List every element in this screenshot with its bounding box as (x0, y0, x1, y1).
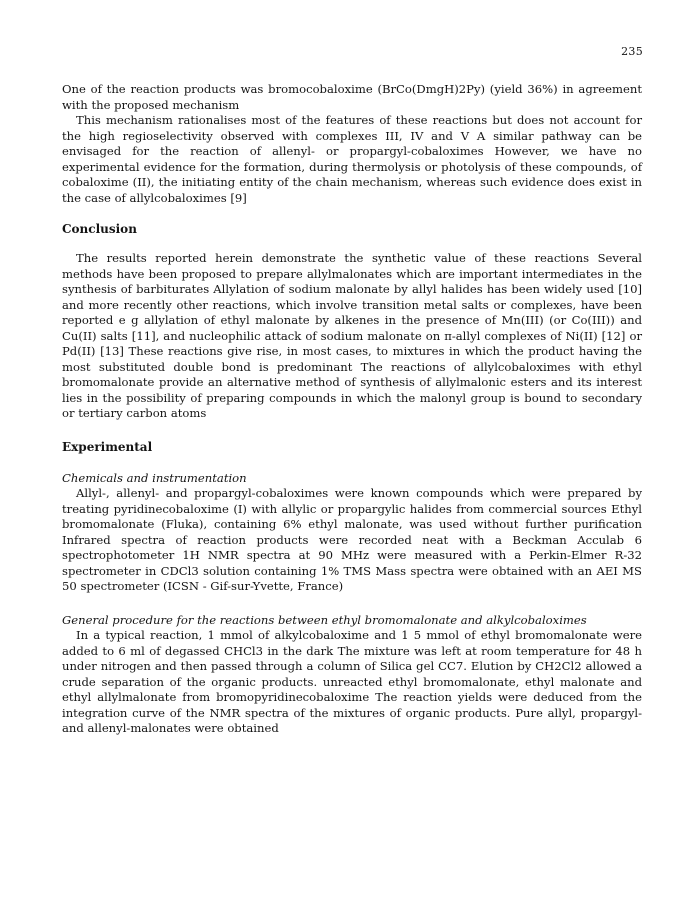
paragraph-chemicals: Allyl-, allenyl- and propargyl-cobaloximes were known compounds which were prepared by treating pyridinecobaloxime (I) with allylic or propargylic halides from commercial sources Ethyl bromomalonate (Fluka), containing 6% ethyl malonate, was used without further purification Infrared spectra of reaction products were recorded neat with a Beckman Acculab 6 spectrophotometer 1H NMR spectra at 90 MHz were measured with a Perkin-Elmer R-32 spectrometer in CDCl3 solution containing 1% TMS Mass spectra were obtained with an AEI MS 50 spectrometer (ICSN - Gif-sur-Yvette, France) (62, 486, 642, 593)
article-body (62, 82, 642, 737)
paragraph-reaction-products: One of the reaction products was bromocobaloxime (BrCo(DmgH)2Py) (yield 36%) in agreement with the proposed mechanism (62, 82, 642, 112)
paragraph-general-procedure: In a typical reaction, 1 mmol of alkylcobaloxime and 1 5 mmol of ethyl bromomalonate were added to 6 ml of degassed CHCl3 in the dark The mixture was left at room temperature for 48 h under nitrogen and then passed through a column of Silica gel CC7. Elution by CH2Cl2 allowed a crude separation of the organic products. unreacted ethyl bromomalonate, ethyl malonate and ethyl allylmalonate from bromopyridinecobaloxime The reaction yields were deduced from the integration curve of the NMR spectra of the mixtures of organic products. Pure allyl, propargyl- and allenyl-malonates were obtained (62, 628, 642, 735)
conclusion-paragraph: The results reported herein demonstrate the synthetic value of these reactions Several methods have been proposed to prepare allylmalonates which are important intermediates in the synthesis of barbiturates Allylation of sodium malonate by allyl halides has been widely used [10] and more recently other reactions, which involve transition metal salts or complexes, have been reported e g allylation of ethyl malonate by alkenes in the presence of Mn(III) (or Co(III)) and Cu(II) salts [11], and nucleophilic attack of sodium malonate on π-allyl complexes of Ni(II) [12] or Pd(II) [13] These reactions give rise, in most cases, to mixtures in which the product having the most substituted double bond is predominant The reactions of allylcobaloximes with ethyl bromomalonate provide an alternative method of synthesis of allylmalonic esters and its interest lies in the possibility of preparing compounds in which the malonyl group is bound to secondary or tertiary carbon atoms (62, 251, 642, 420)
experimental-heading: Experimental (62, 439, 153, 454)
subsection-title-chemicals: Chemicals and instrumentation (62, 470, 247, 485)
conclusion-heading: Conclusion (62, 222, 137, 236)
paragraph-mechanism: This mechanism rationalises most of the features of these reactions but does not account for the high regioselectivity observed with complexes III, IV and V A similar pathway can be envisaged for the reaction of allenyl- or propargyl-cobaloximes However, we have no experimental evidence for the formation, during thermolysis or photolysis of these compounds, of cobaloxime (II), the initiating entity of the chain mechanism, whereas such evidence does exist in the case of allylcobaloximes [9] (62, 113, 642, 205)
page-number: 235 (621, 45, 643, 58)
subsection-title-general-procedure: General procedure for the reactions between ethyl bromomalonate and alkylcobaloximes (62, 612, 587, 627)
